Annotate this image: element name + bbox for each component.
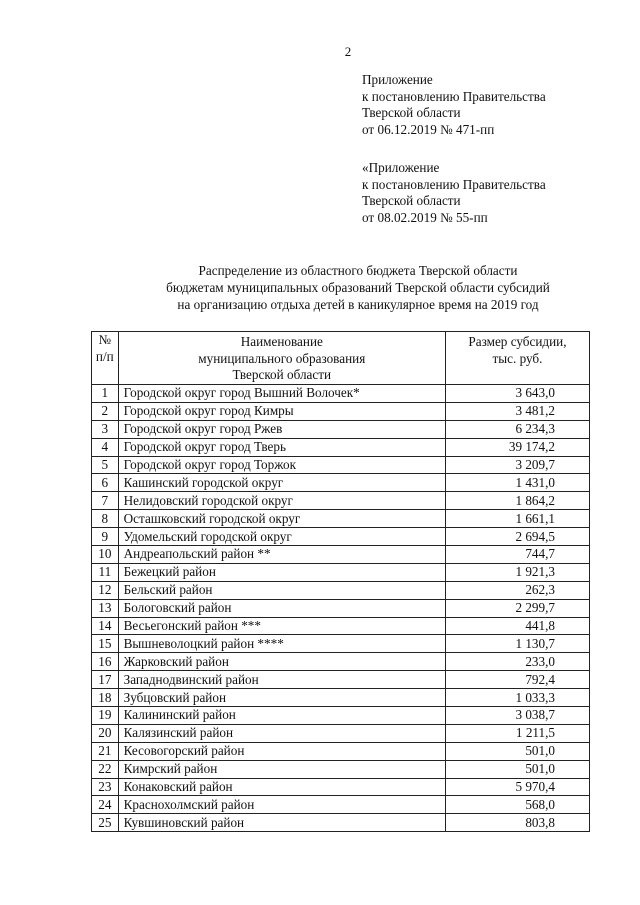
municipality-name: Западнодвинский район <box>118 671 445 689</box>
annex-current <box>362 72 546 138</box>
header-name-line-1: Наименование <box>240 334 323 349</box>
header-name-line-2: муниципального образования <box>198 350 366 366</box>
municipality-name: Вышневолоцкий район **** <box>118 635 445 653</box>
municipality-name: Калязинский район <box>118 724 445 742</box>
table-row <box>92 707 590 725</box>
municipality-name: Кимрский район <box>118 760 445 778</box>
annex-original-line-3: Тверской области <box>362 193 461 208</box>
table-row <box>92 528 590 546</box>
municipality-name: Нелидовский городской округ <box>118 492 445 510</box>
table-row <box>92 635 590 653</box>
subsidy-amount: 233,0 <box>445 653 589 671</box>
subsidy-amount: 1 661,1 <box>445 510 589 528</box>
municipality-name: Осташковский городской округ <box>118 510 445 528</box>
subsidy-amount: 792,4 <box>445 671 589 689</box>
table-row <box>92 617 590 635</box>
subsidy-amount: 3 209,7 <box>445 456 589 474</box>
document-title <box>38 262 640 313</box>
municipality-name: Удомельский городской округ <box>118 528 445 546</box>
table-row <box>92 385 590 403</box>
municipality-name: Бельский район <box>118 581 445 599</box>
municipality-name: Конаковский район <box>118 778 445 796</box>
row-number: 18 <box>92 689 119 707</box>
subsidy-amount: 441,8 <box>445 617 589 635</box>
subsidy-table <box>91 331 590 832</box>
table-row <box>92 474 590 492</box>
municipality-name: Кувшиновский район <box>118 814 445 832</box>
table-row <box>92 492 590 510</box>
annex-current-line-2: к постановлению Правительства <box>362 88 546 104</box>
header-num-line-2: п/п <box>95 348 114 364</box>
subsidy-amount: 1 130,7 <box>445 635 589 653</box>
subsidy-amount: 5 970,4 <box>445 778 589 796</box>
municipality-name: Краснохолмский район <box>118 796 445 814</box>
row-number: 19 <box>92 707 119 725</box>
subsidy-amount: 6 234,3 <box>445 420 589 438</box>
title-line-2: бюджетам муниципальных образований Тверской области субсидий <box>166 280 550 295</box>
subsidy-amount: 501,0 <box>445 742 589 760</box>
row-number: 7 <box>92 492 119 510</box>
municipality-name: Калининский район <box>118 707 445 725</box>
municipality-name: Андреапольский район ** <box>118 546 445 564</box>
subsidy-amount: 501,0 <box>445 760 589 778</box>
header-name <box>118 332 445 385</box>
table-row <box>92 760 590 778</box>
row-number: 3 <box>92 420 119 438</box>
row-number: 23 <box>92 778 119 796</box>
subsidy-amount: 568,0 <box>445 796 589 814</box>
municipality-name: Зубцовский район <box>118 689 445 707</box>
row-number: 14 <box>92 617 119 635</box>
annex-current-line-1: Приложение <box>362 72 433 87</box>
row-number: 22 <box>92 760 119 778</box>
table-row <box>92 796 590 814</box>
subsidy-amount: 262,3 <box>445 581 589 599</box>
row-number: 8 <box>92 510 119 528</box>
table-row <box>92 724 590 742</box>
row-number: 2 <box>92 402 119 420</box>
row-number: 13 <box>92 599 119 617</box>
subsidy-amount: 3 481,2 <box>445 402 589 420</box>
row-number: 1 <box>92 385 119 403</box>
table-row <box>92 814 590 832</box>
page-number: 2 <box>344 44 352 59</box>
subsidy-amount: 1 211,5 <box>445 724 589 742</box>
subsidy-amount: 803,8 <box>445 814 589 832</box>
subsidy-amount: 39 174,2 <box>445 438 589 456</box>
municipality-name: Городской округ город Вышний Волочек* <box>118 385 445 403</box>
subsidy-amount: 1 431,0 <box>445 474 589 492</box>
table-row <box>92 420 590 438</box>
table-row <box>92 510 590 528</box>
municipality-name: Кесовогорский район <box>118 742 445 760</box>
table-row <box>92 456 590 474</box>
row-number: 10 <box>92 546 119 564</box>
table-row <box>92 563 590 581</box>
title-line-3: на организацию отдыха детей в каникулярное время на 2019 год <box>177 297 539 312</box>
table-body <box>92 385 590 832</box>
table-row <box>92 599 590 617</box>
subsidy-amount: 744,7 <box>445 546 589 564</box>
municipality-name: Городской округ город Кимры <box>118 402 445 420</box>
subsidy-amount: 1 033,3 <box>445 689 589 707</box>
row-number: 20 <box>92 724 119 742</box>
table-row <box>92 438 590 456</box>
row-number: 6 <box>92 474 119 492</box>
municipality-name: Городской округ город Торжок <box>118 456 445 474</box>
subsidy-amount: 1 921,3 <box>445 563 589 581</box>
row-number: 24 <box>92 796 119 814</box>
header-amount-line-1: Размер субсидии, <box>468 334 567 349</box>
row-number: 5 <box>92 456 119 474</box>
header-amount-line-2: тыс. руб. <box>492 350 543 366</box>
header-amount <box>445 332 589 385</box>
municipality-name: Кашинский городской округ <box>118 474 445 492</box>
row-number: 12 <box>92 581 119 599</box>
subsidy-amount: 2 694,5 <box>445 528 589 546</box>
annex-original <box>362 160 546 226</box>
table-row <box>92 581 590 599</box>
subsidy-amount: 2 299,7 <box>445 599 589 617</box>
row-number: 25 <box>92 814 119 832</box>
row-number: 9 <box>92 528 119 546</box>
table-header-row <box>92 332 590 385</box>
annex-original-line-4: от 08.02.2019 № 55-пп <box>362 209 488 225</box>
table-row <box>92 778 590 796</box>
subsidy-amount: 3 038,7 <box>445 707 589 725</box>
title-line-1: Распределение из областного бюджета Тверской области <box>198 263 518 278</box>
row-number: 16 <box>92 653 119 671</box>
municipality-name: Городской округ город Ржев <box>118 420 445 438</box>
row-number: 21 <box>92 742 119 760</box>
municipality-name: Бежецкий район <box>118 563 445 581</box>
subsidy-amount: 3 643,0 <box>445 385 589 403</box>
annex-original-line-1: «Приложение <box>362 160 440 175</box>
table-row <box>92 671 590 689</box>
header-num-line-1: № <box>98 332 112 347</box>
municipality-name: Бологовский район <box>118 599 445 617</box>
table-row <box>92 689 590 707</box>
municipality-name: Жарковский район <box>118 653 445 671</box>
row-number: 11 <box>92 563 119 581</box>
row-number: 15 <box>92 635 119 653</box>
table-row <box>92 742 590 760</box>
subsidy-amount: 1 864,2 <box>445 492 589 510</box>
table-row <box>92 546 590 564</box>
table-row <box>92 402 590 420</box>
municipality-name: Весьегонский район *** <box>118 617 445 635</box>
row-number: 4 <box>92 438 119 456</box>
header-num <box>92 332 119 385</box>
table-row <box>92 653 590 671</box>
annex-current-line-3: Тверской области <box>362 105 461 120</box>
row-number: 17 <box>92 671 119 689</box>
municipality-name: Городской округ город Тверь <box>118 438 445 456</box>
annex-current-line-4: от 06.12.2019 № 471-пп <box>362 121 495 137</box>
annex-original-line-2: к постановлению Правительства <box>362 176 546 192</box>
header-name-line-3: Тверской области <box>232 367 332 382</box>
